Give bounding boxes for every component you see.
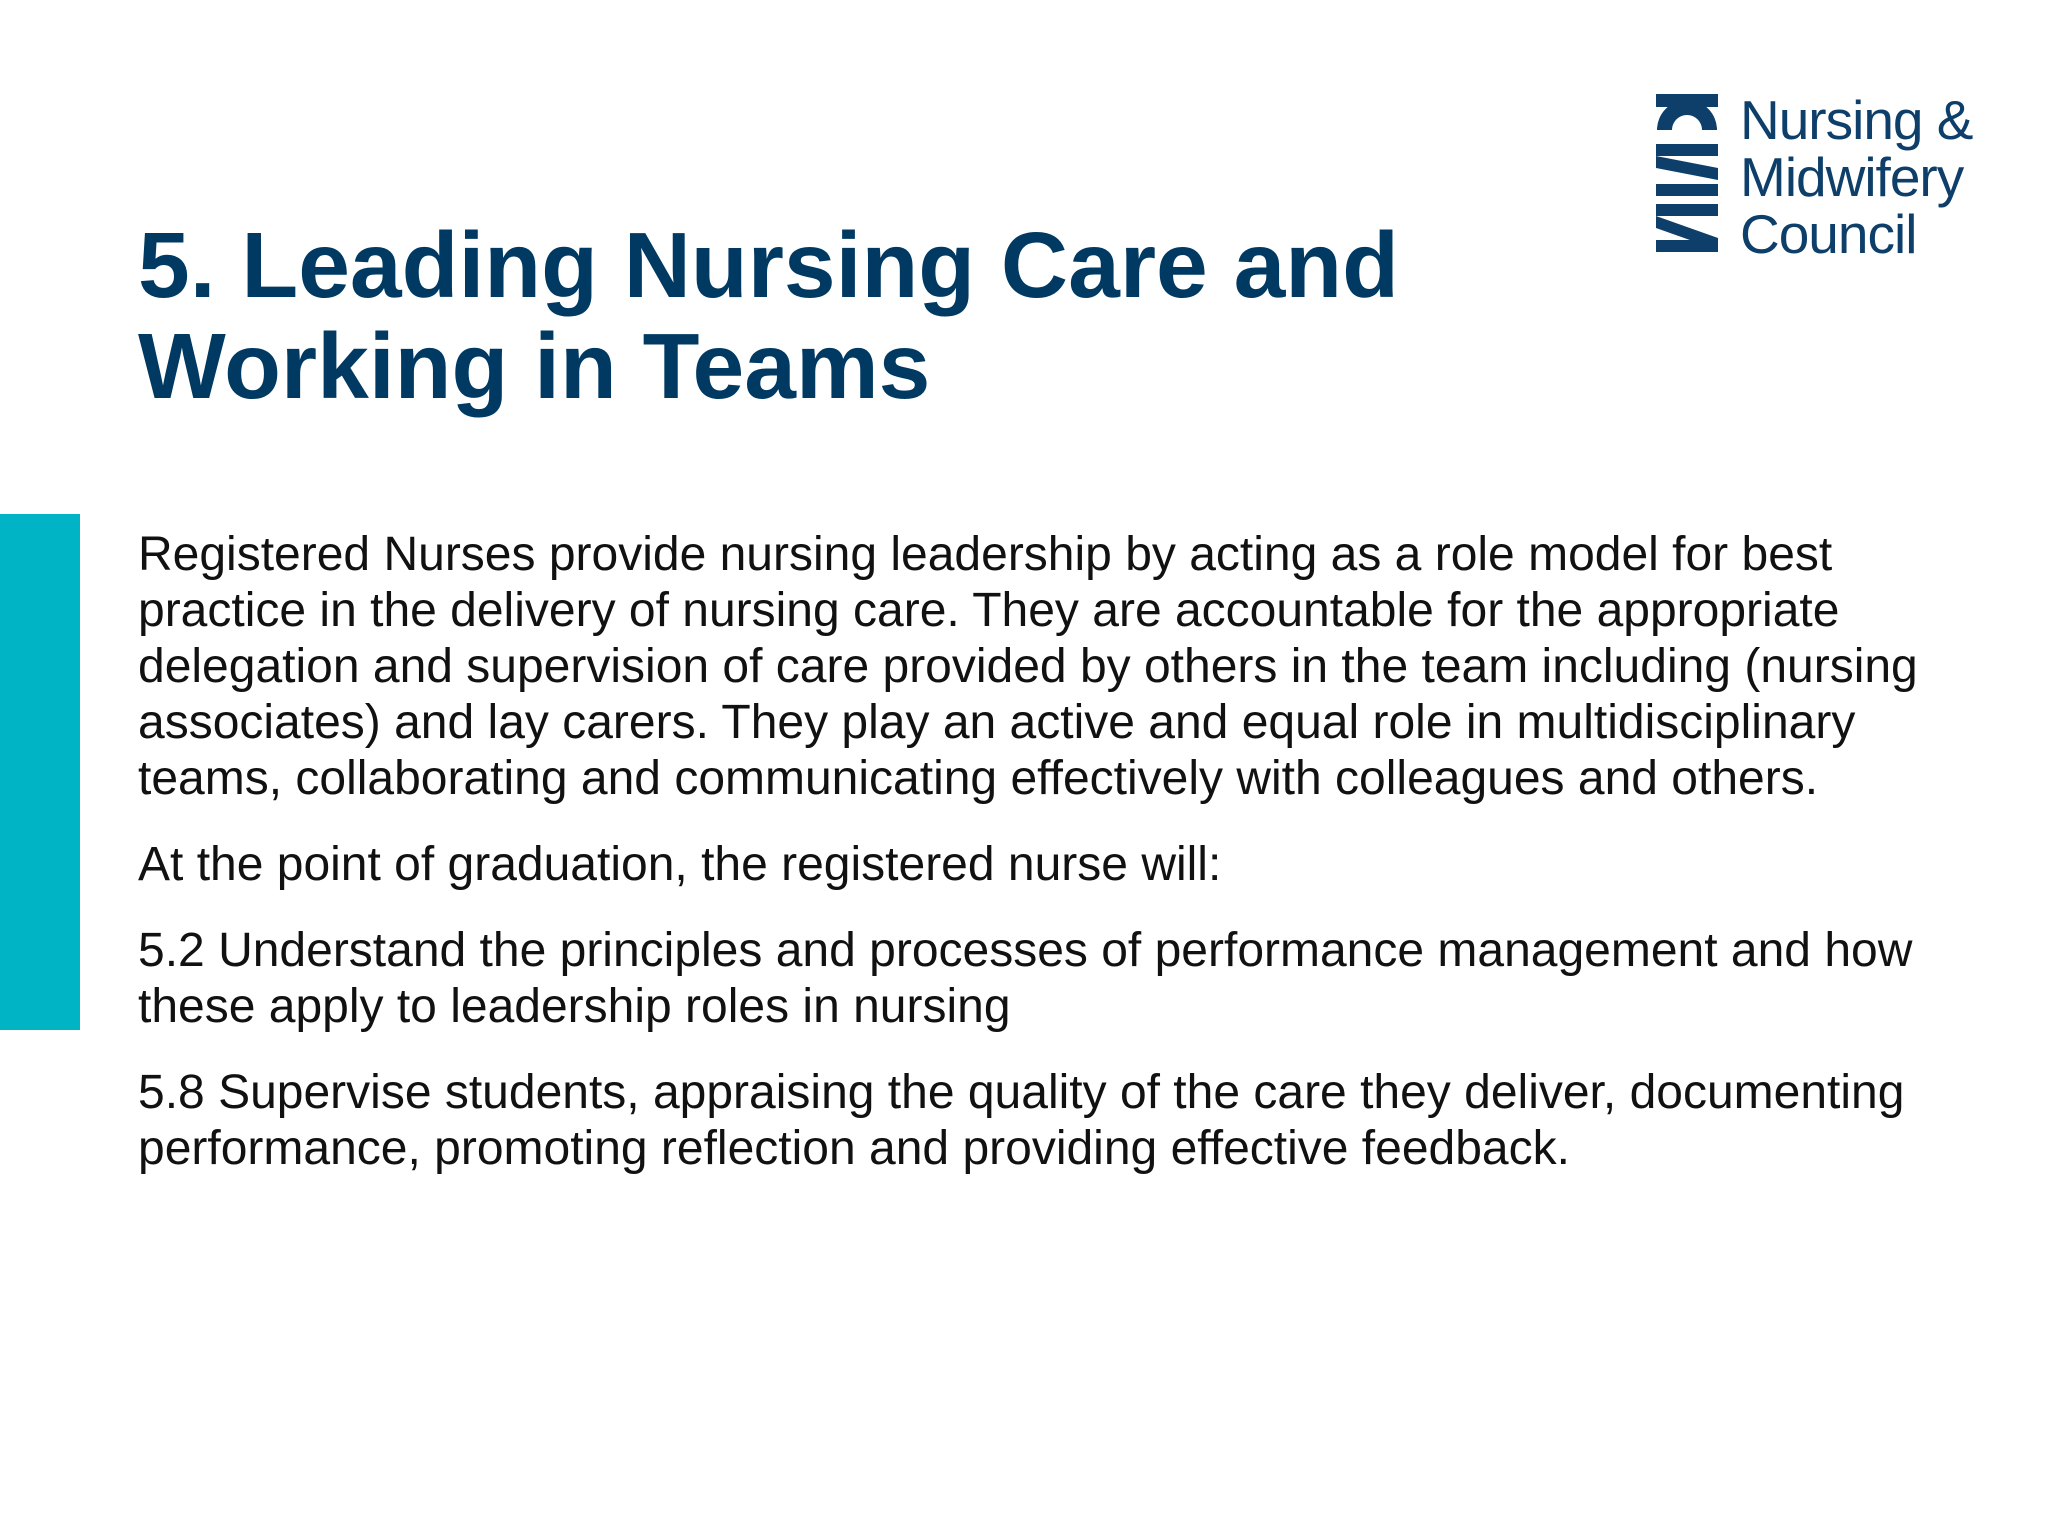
logo-line-council: Council [1740,203,1917,265]
logo-line-midwifery: Midwifery [1740,146,1964,208]
outcome-5-8: 5.8 Supervise students, appraising the quality of the care they deliver, documenting performance, promoting reflection and providing effective feedback. [138,1066,1905,1175]
slide-body [138,527,1998,1177]
nmc-logo [1652,88,2012,268]
intro-paragraph: Registered Nurses provide nursing leadership by acting as a role model for best practice in the delivery of nursing care. They are accountable for the appropriate delegation and supervision of care provided by others in the team including (nursing associates) and lay carers. They play an active and equal role in multidisciplinary teams, collaborating and communicating effectively with colleagues and others. [138,528,1918,805]
logo-wordmark [1740,89,1973,265]
accent-bar [0,514,80,1030]
logo-line-nursing: Nursing & [1740,89,1973,151]
graduation-lead-in: At the point of graduation, the registered nurse will: [138,838,1222,891]
nmc-logo-mark [1652,88,1722,258]
title-line-1: 5. Leading Nursing Care and [138,213,1399,317]
slide-title [138,215,1538,417]
title-line-2: Working in Teams [138,314,931,418]
outcome-5-2: 5.2 Understand the principles and processes of performance management and how these apply to leadership roles in nursing [138,924,1913,1033]
